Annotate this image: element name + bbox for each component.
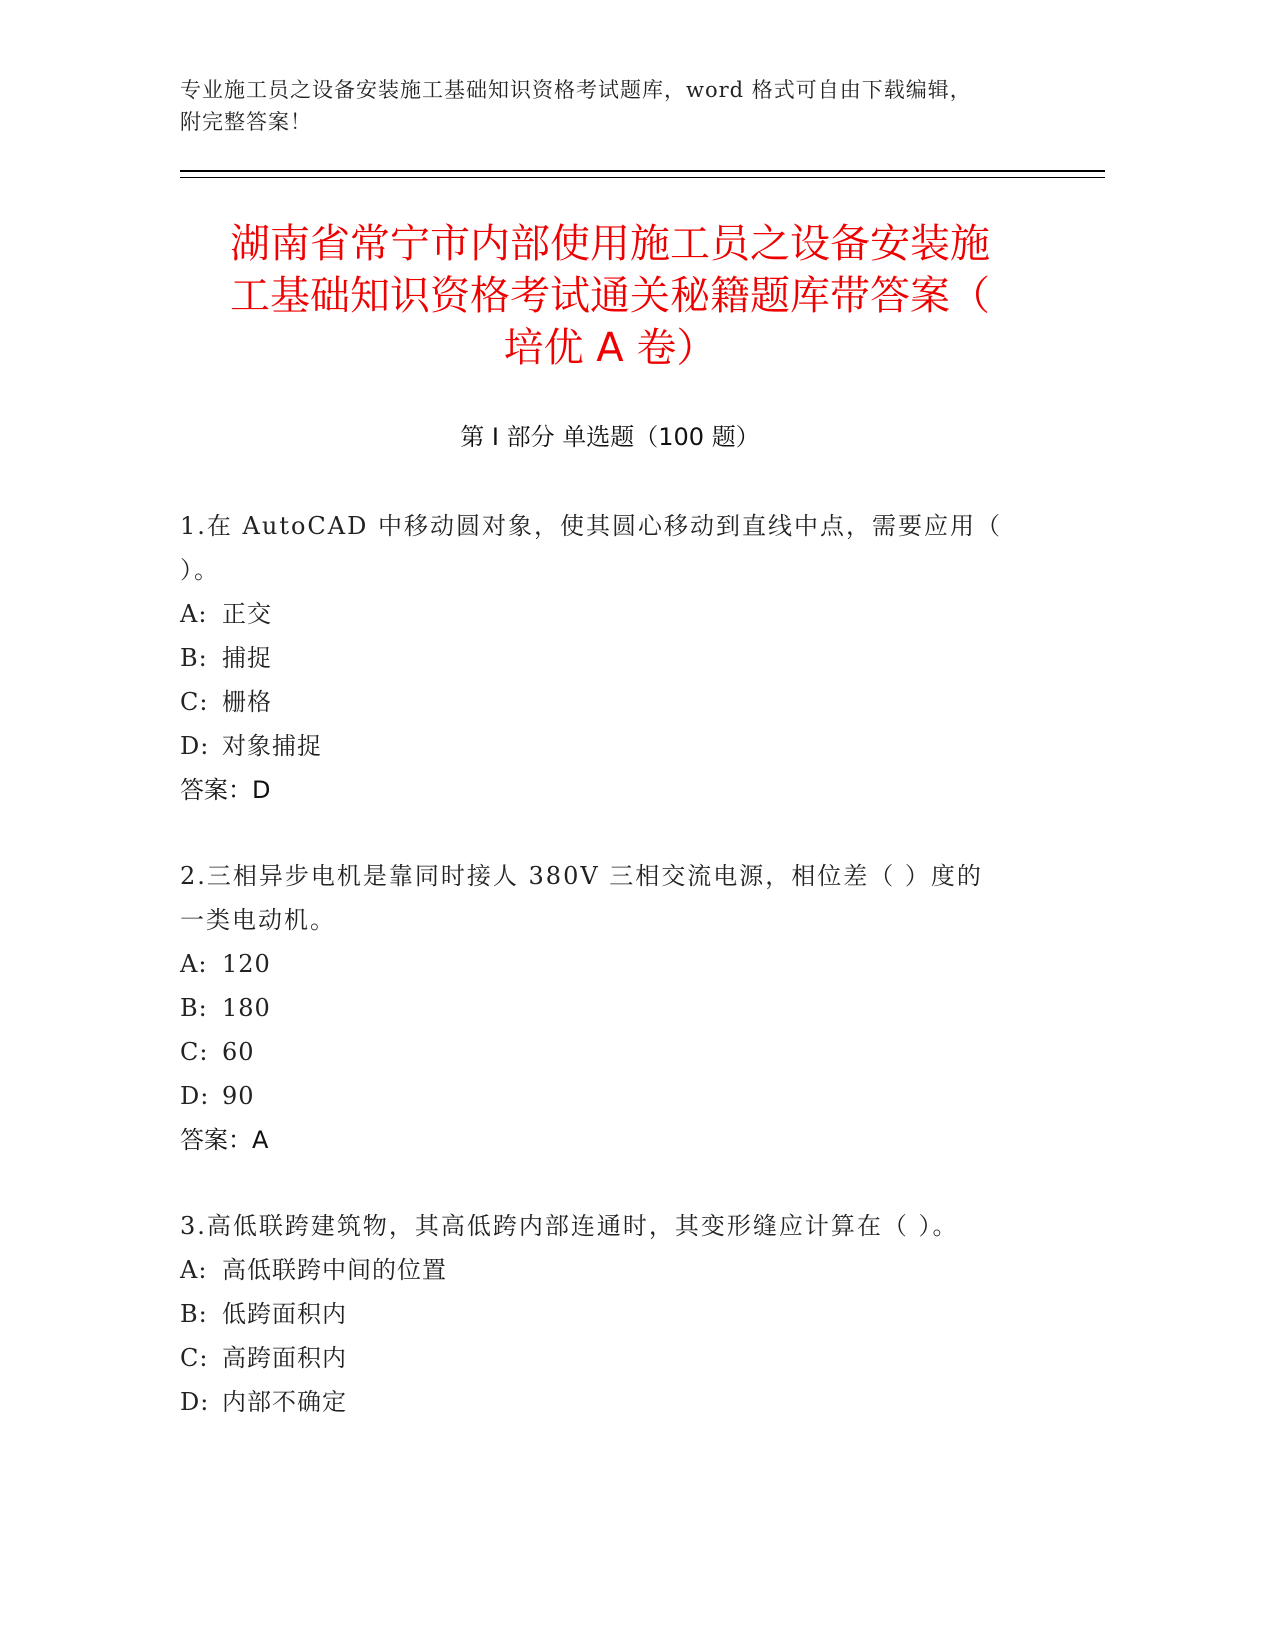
answer-line: 答案：A <box>180 1126 269 1154</box>
question-stem-line-1: 1.在 AutoCAD 中移动圆对象，使其圆心移动到直线中点，需要应用（ <box>180 512 1002 540</box>
option-key: B: <box>180 1300 208 1328</box>
question-1 <box>180 504 1025 812</box>
option-text: 栅格 <box>222 688 272 716</box>
header-note-line-2: 附完整答案！ <box>180 110 312 134</box>
option-d <box>180 1074 1025 1118</box>
option-text: 90 <box>222 1082 255 1110</box>
section-heading: 第 I 部分 单选题（100 题） <box>460 423 760 451</box>
option-d <box>180 1380 1025 1424</box>
option-key: B: <box>180 994 208 1022</box>
option-text: 内部不确定 <box>222 1388 347 1416</box>
header-divider-thick <box>180 170 1105 172</box>
option-text: 捕捉 <box>222 644 272 672</box>
document-title-line-2: 工基础知识资格考试通关秘籍题库带答案（ <box>230 273 990 319</box>
question-list <box>180 504 1025 1466</box>
option-a <box>180 942 1025 986</box>
question-stem <box>180 504 1025 592</box>
option-text: 对象捕捉 <box>222 732 322 760</box>
document-title-line-3: 培优 A 卷） <box>503 325 717 371</box>
option-key: A: <box>180 600 208 628</box>
option-a <box>180 592 1025 636</box>
option-c <box>180 1030 1025 1074</box>
option-key: C: <box>180 688 209 716</box>
option-key: B: <box>180 644 208 672</box>
option-key: D: <box>180 1082 210 1110</box>
option-c <box>180 1336 1025 1380</box>
option-key: D: <box>180 1388 210 1416</box>
option-text: 60 <box>222 1038 255 1066</box>
option-d <box>180 724 1025 768</box>
option-text: 180 <box>222 994 271 1022</box>
document-title <box>180 218 1040 374</box>
question-stem <box>180 854 1025 942</box>
option-key: A: <box>180 1256 208 1284</box>
option-key: C: <box>180 1038 209 1066</box>
option-a <box>180 1248 1025 1292</box>
option-text: 120 <box>222 950 271 978</box>
option-key: C: <box>180 1344 209 1372</box>
question-stem <box>180 1204 1025 1248</box>
document-title-line-1: 湖南省常宁市内部使用施工员之设备安装施 <box>230 221 990 267</box>
question-2 <box>180 854 1025 1162</box>
question-stem-line-2: ）。 <box>180 556 220 584</box>
answer-line: 答案：D <box>180 776 271 804</box>
option-b <box>180 636 1025 680</box>
header-note <box>180 74 1040 138</box>
option-c <box>180 680 1025 724</box>
option-b <box>180 986 1025 1030</box>
option-text: 高跨面积内 <box>222 1344 347 1372</box>
question-stem-line-1: 2.三相异步电机是靠同时接人 380V 三相交流电源，相位差（ ）度的 <box>180 862 983 890</box>
option-key: D: <box>180 732 210 760</box>
option-text: 高低联跨中间的位置 <box>222 1256 447 1284</box>
question-3 <box>180 1204 1025 1424</box>
header-divider-thin <box>180 177 1105 178</box>
option-key: A: <box>180 950 208 978</box>
question-stem-line-2: 一类电动机。 <box>180 906 336 934</box>
header-note-line-1: 专业施工员之设备安装施工基础知识资格考试题库，word 格式可自由下载编辑， <box>180 78 972 102</box>
option-text: 低跨面积内 <box>222 1300 347 1328</box>
option-text: 正交 <box>222 600 272 628</box>
option-b <box>180 1292 1025 1336</box>
question-stem-line-1: 3.高低联跨建筑物，其高低跨内部连通时，其变形缝应计算在（ ）。 <box>180 1212 959 1240</box>
